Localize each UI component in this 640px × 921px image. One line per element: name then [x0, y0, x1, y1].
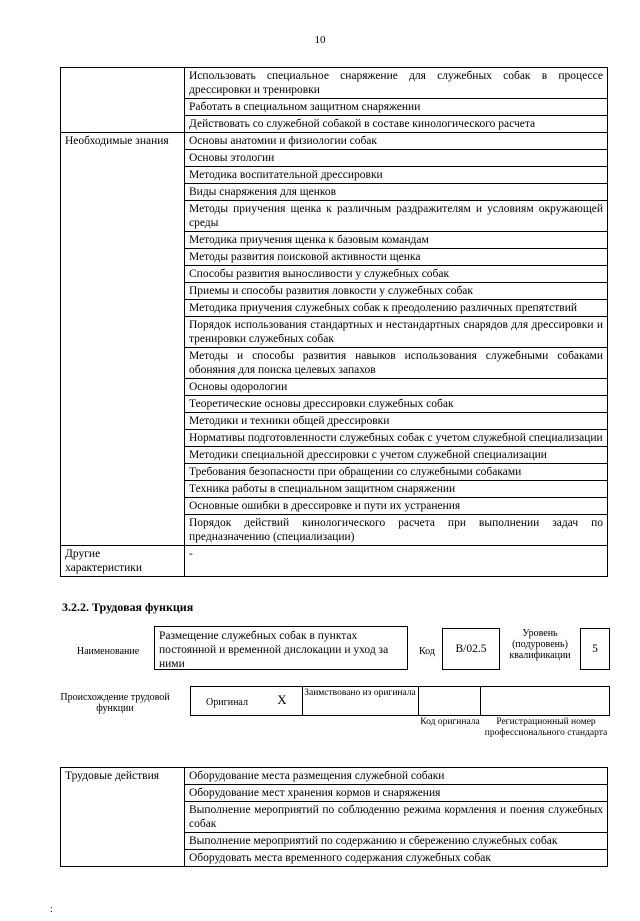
row-item: - — [185, 546, 608, 577]
row-item: Методы развития поисковой активности щенка — [185, 249, 608, 266]
row-item: Методика приучения служебных собак к преодолению различных препятствий — [185, 300, 608, 317]
table-row — [61, 546, 608, 577]
row-item: Виды снаряжения для щенков — [185, 184, 608, 201]
row-item: Теоретические основы дрессировки служебных собак — [185, 396, 608, 413]
row-item: Методы и способы развития навыков использования служебными собаками обоняния для поиска целевых запахов — [185, 348, 608, 379]
original-label: Оригинал — [206, 697, 248, 708]
row-item: Действовать со служебной собакой в составе кинологического расчета — [185, 116, 608, 133]
row-item: Основные ошибки в дрессировке и пути их устранения — [185, 498, 608, 515]
level-value: 5 — [580, 628, 610, 670]
row-item: Нормативы подготовленности служебных собак с учетом служебной специализации — [185, 430, 608, 447]
code-caption: Код оригинала — [420, 717, 480, 727]
row-label: Другие характеристики — [61, 546, 185, 577]
actions-table — [60, 767, 608, 867]
code-label: Код — [419, 646, 435, 657]
row-item: Оборудование места размещения служебной собаки — [185, 768, 608, 785]
row-item: Техника работы в специальном защитном снаряжении — [185, 481, 608, 498]
divider — [480, 686, 481, 715]
row-item: Методики специальной дрессировки с учетом служебной специализации — [185, 447, 608, 464]
row-item: Работать в специальном защитном снаряжении — [185, 99, 608, 116]
row-label — [61, 68, 185, 133]
divider — [418, 686, 419, 715]
code-value: B/02.5 — [442, 628, 500, 670]
row-item: Порядок действий кинологического расчета при выполнении задач по предназначению (специализации) — [185, 515, 608, 546]
row-item: Методика приучения щенка к базовым командам — [185, 232, 608, 249]
row-item: Приемы и способы развития ловкости у служебных собак — [185, 283, 608, 300]
row-label: Трудовые действия — [61, 768, 185, 867]
page-number: 10 — [314, 34, 326, 46]
row-item: Выполнение мероприятий по содержанию и сбережению служебных собак — [185, 833, 608, 850]
row-item: Основы этологии — [185, 150, 608, 167]
reg-caption: Регистрационный номер профессионального стандарта — [484, 717, 608, 738]
row-item: Способы развития выносливости у служебных собак — [185, 266, 608, 283]
row-item: Использовать специальное снаряжение для служебных собак в процессе дрессировки и тренировки — [185, 68, 608, 99]
origin-label: Происхождение трудовой функции — [60, 692, 170, 714]
name-label: Наименование — [76, 646, 140, 657]
row-item: Методы приучения щенка к различным раздражителям и условиям окружающей среды — [185, 201, 608, 232]
row-item: Порядок использования стандартных и нестандартных снарядов для дрессировки и тренировки служебных собак — [185, 317, 608, 348]
row-item: Методика воспитательной дрессировки — [185, 167, 608, 184]
level-label: Уровень (подуровень) квалификации — [509, 628, 571, 661]
row-item: Основы анатомии и физиологии собак — [185, 133, 608, 150]
section-heading: 3.2.2. Трудовая функция — [62, 600, 194, 614]
row-label: Необходимые знания — [61, 133, 185, 546]
borrowed-label: Заимствовано из оригинала — [304, 688, 416, 698]
table-row — [61, 768, 608, 785]
row-item: Выполнение мероприятий по соблюдению режима кормления и поения служебных собак — [185, 802, 608, 833]
margin-mark: : — [50, 904, 53, 915]
table-row — [61, 68, 608, 99]
row-item: Оборудовать места временного содержания служебных собак — [185, 850, 608, 867]
function-name-value: Размещение служебных собак в пунктах постоянной и временной дислокации и уход за ними — [159, 630, 389, 670]
row-item: Требования безопасности при обращении со служебными собаками — [185, 464, 608, 481]
function-name-box — [154, 626, 408, 670]
original-mark: X — [277, 692, 287, 707]
table-row — [61, 133, 608, 150]
divider — [302, 686, 303, 715]
row-item: Методики и техники общей дрессировки — [185, 413, 608, 430]
knowledge-table — [60, 67, 608, 577]
row-item: Оборудование мест хранения кормов и снаряжения — [185, 785, 608, 802]
row-item: Основы одорологии — [185, 379, 608, 396]
